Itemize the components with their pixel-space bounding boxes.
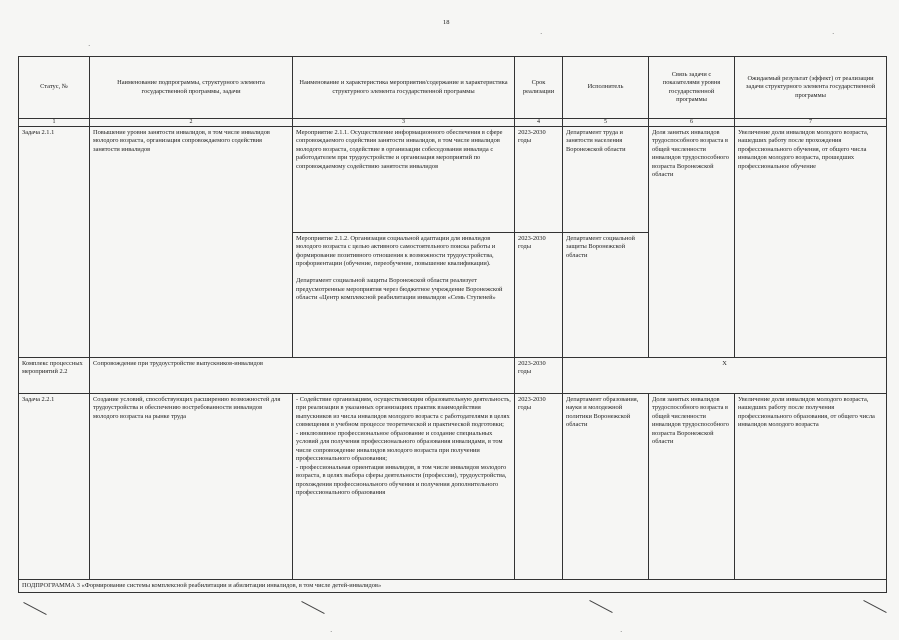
scan-speck: · <box>88 42 91 50</box>
column-number: 5 <box>563 119 649 127</box>
scan-speck: · <box>540 30 543 38</box>
header-expected-result: Ожидаемый результат (эффект) от реализации задачи структурного элемента государственной программы <box>735 57 887 119</box>
header-status: Статус, № <box>19 57 90 119</box>
scan-mark <box>863 600 886 613</box>
activity-212-executor: Департамент социальной защиты Воронежской области <box>563 233 649 358</box>
scan-mark <box>589 600 612 613</box>
scan-speck: · <box>330 628 333 636</box>
header-activity: Наименование и характеристика мероприятия/содержание и характеристика структурного элемента государственной программы <box>293 57 515 119</box>
scan-mark <box>23 602 46 615</box>
task-221-executor: Департамент образования, науки и молодежной политики Воронежской области <box>563 394 649 580</box>
program-table <box>18 56 887 593</box>
task-221-indicator: Доля занятых инвалидов трудоспособного возраста в общей численности инвалидов трудоспособного возраста Воронежской области <box>649 394 735 580</box>
column-number: 7 <box>735 119 887 127</box>
task-221-period: 2023-2030 годы <box>515 394 563 580</box>
header-executor: Исполнитель <box>563 57 649 119</box>
column-number: 6 <box>649 119 735 127</box>
activity-211-executor: Департамент труда и занятости населения Воронежской области <box>563 127 649 233</box>
task-211-result: Увеличение доли инвалидов молодого возраста, нашедших работу после прохождения профессионального обучения, от общего числа инвалидов молодого возраста, прошедших профессиональное обучение <box>735 127 887 358</box>
scan-mark <box>301 601 324 614</box>
scan-speck: · <box>620 628 623 636</box>
complex-22-period: 2023-2030 годы <box>515 358 563 394</box>
header-indicator-link: Связь задачи с показателями уровня государственной программы <box>649 57 735 119</box>
column-numbers-row <box>19 119 887 127</box>
header-period: Срок реализации <box>515 57 563 119</box>
complex-22-mark: X <box>563 358 887 394</box>
header-name: Наименование подпрограммы, структурного элемента государственной программы, задачи <box>90 57 293 119</box>
task-221-status: Задача 2.2.1 <box>19 394 90 580</box>
task-211-indicator: Доля занятых инвалидов трудоспособного возраста в общей численности инвалидов трудоспособного возраста Воронежской области <box>649 127 735 358</box>
task-221-row <box>19 394 887 580</box>
subprogram-3-row <box>19 580 887 593</box>
activity-211-text: Мероприятие 2.1.1. Осуществление информационного обеспечения в сфере сопровождаемого содействия занятости инвалидов, в том числе инвалидов молодого возраста, содействие в организации собеседования инвалида с работодателем при трудоустройстве и организация мероприятий по сопровождаемому содействию занятости инвалидов <box>293 127 515 233</box>
task-221-result: Увеличение доли инвалидов молодого возраста, нашедших работу после получения профессионального образования, от общего числа инвалидов молодого возраста <box>735 394 887 580</box>
page-number: 18 <box>443 19 450 26</box>
complex-22-name: Сопровождение при трудоустройстве выпускников-инвалидов <box>90 358 515 394</box>
activity-212-period: 2023-2030 годы <box>515 233 563 358</box>
task-211-row-a <box>19 127 887 233</box>
activity-212-text: Мероприятие 2.1.2. Организация социальной адаптации для инвалидов молодого возраста с целью активного самостоятельного поиска работы и формирование позитивного отношения к возможности трудоустройства, профориентации (обучение, переобучение, повышение квалификации). Департамент социальной защиты Воронежской области реализует предусмотренные мероприятия через бюджетное учреждение Воронежской области «Центр комплексной реабилитации инвалидов «Семь Ступеней» <box>293 233 515 358</box>
complex-22-row <box>19 358 887 394</box>
column-number: 2 <box>90 119 293 127</box>
column-number: 3 <box>293 119 515 127</box>
complex-22-status: Комплекс процессных мероприятий 2.2 <box>19 358 90 394</box>
scan-speck: · <box>832 30 835 38</box>
task-211-name: Повышение уровня занятости инвалидов, в том числе инвалидов молодого возраста, организация сопровождаемого содействия занятости инвалидов <box>90 127 293 358</box>
header-row <box>19 57 887 119</box>
subprogram-3-title: ПОДПРОГРАММА 3 «Формирование системы комплексной реабилитации и абилитации инвалидов, в том числе детей-инвалидов» <box>19 580 887 593</box>
column-number: 1 <box>19 119 90 127</box>
task-211-status: Задача 2.1.1 <box>19 127 90 358</box>
activity-211-period: 2023-2030 годы <box>515 127 563 233</box>
task-221-activities: - Содействие организациям, осуществляющим образовательную деятельность, при реализации в указанных организациях практик взаимодействия выпускников из числа инвалидов молодого возраста с работодателями в целях совмещения в учебном процессе теоретической и практической подготовки; - инклюзивное профессиональное образование и создание специальных условий для получения профессионального образования инвалидами, в том числе сопровождение инвалидов молодого возраста при получении профессионального образования; - профессиональная ориентация инвалидов, в том числе инвалидов молодого возраста, в целях выбора сферы деятельности (профессии), трудоустройства, прохождения профессионального обучения и получения дополнительного профессионального образования <box>293 394 515 580</box>
task-221-name: Создание условий, способствующих расширению возможностей для трудоустройства и обеспечению востребованности инвалидов молодого возраста на рынке труда <box>90 394 293 580</box>
column-number: 4 <box>515 119 563 127</box>
